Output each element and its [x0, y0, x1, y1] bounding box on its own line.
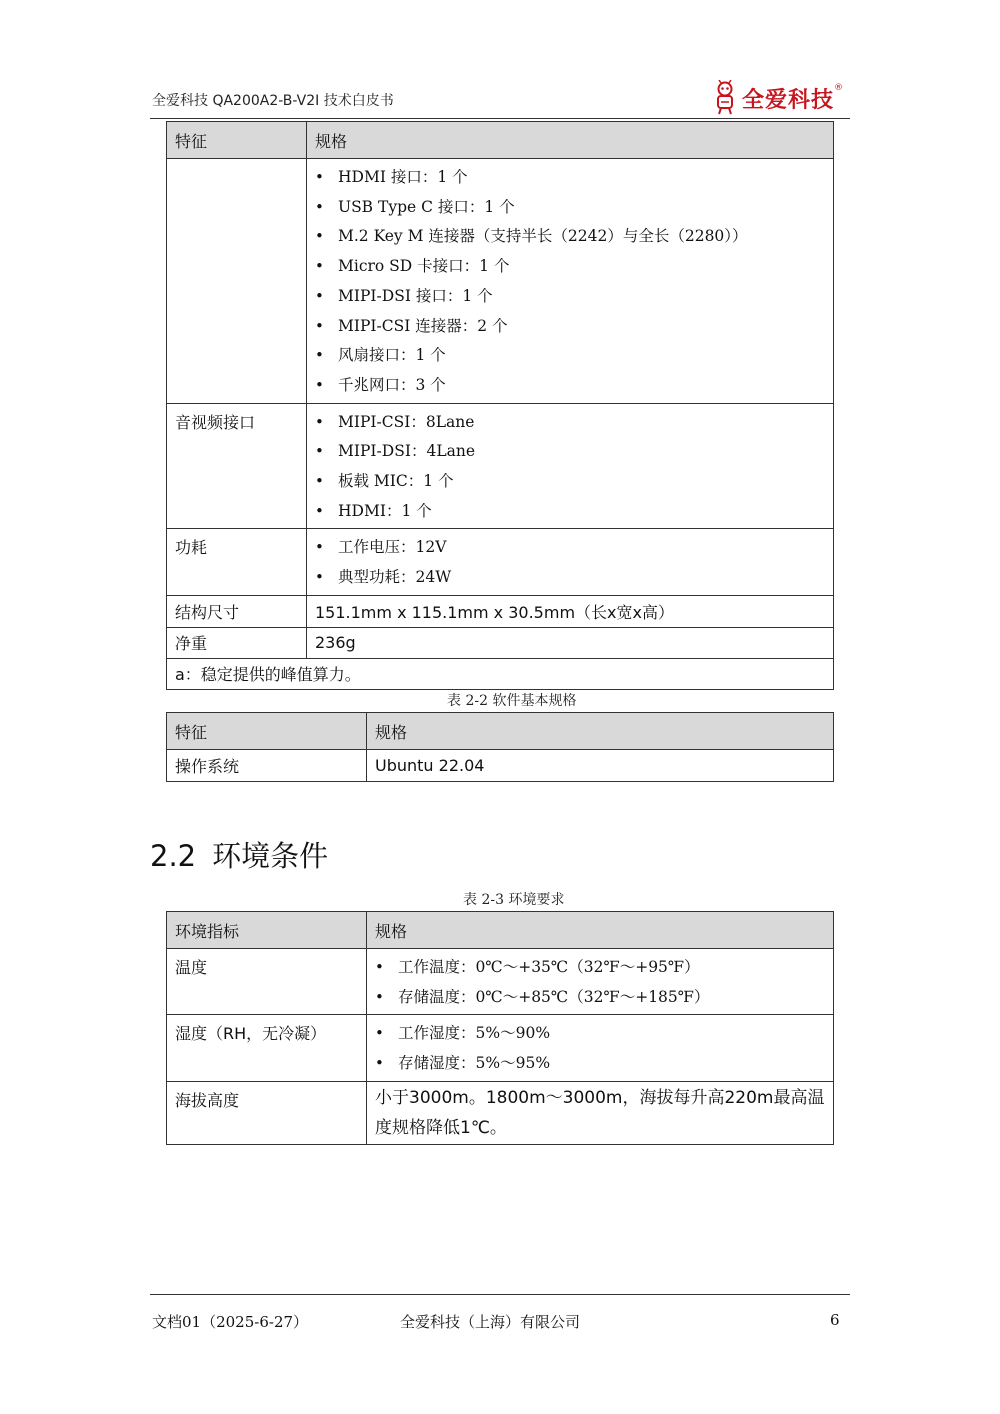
header-rule [150, 118, 850, 119]
table-footnote: a：稳定提供的峰值算力。 [167, 658, 834, 689]
table-row [167, 1081, 834, 1144]
row-label [167, 159, 307, 404]
company-logo [712, 80, 843, 116]
robot-mascot-icon [712, 80, 738, 116]
spec-cell [367, 1015, 834, 1081]
environment-table [166, 911, 834, 1145]
row-label: 功耗 [167, 529, 307, 595]
list-item: • 板载 MIC：1 个 [315, 467, 825, 497]
col-header-feature: 特征 [167, 122, 307, 159]
page-number: 6 [830, 1311, 840, 1329]
spec-list [375, 953, 825, 1012]
table-caption: 表 2-2 软件基本规格 [447, 693, 577, 709]
list-item: • 典型功耗：24W [315, 563, 825, 593]
row-label: 操作系统 [167, 750, 367, 782]
spec-list [375, 1019, 825, 1078]
section-title: 环境条件 [212, 839, 329, 873]
section-number: 2.2 [150, 839, 197, 873]
row-label: 海拔高度 [167, 1081, 367, 1144]
footer-company: 全爱科技（上海）有限公司 [400, 1313, 581, 1331]
list-item: • 存储湿度：5%～95% [375, 1049, 825, 1079]
spec-cell [307, 403, 834, 529]
table-header-row [167, 122, 834, 159]
table-row [167, 750, 834, 782]
software-spec-table [166, 712, 834, 782]
spec-cell [307, 159, 834, 404]
list-item: • HDMI：1 个 [315, 497, 825, 527]
spec-value: 151.1mm x 115.1mm x 30.5mm（长x宽x高） [307, 595, 834, 627]
table-row [167, 403, 834, 529]
row-label: 音视频接口 [167, 403, 307, 529]
table-row [167, 529, 834, 595]
header-title: 全爱科技 QA200A2-B-V2I 技术白皮书 [152, 93, 394, 109]
list-item: • 风扇接口：1 个 [315, 341, 825, 371]
spec-list [315, 533, 825, 592]
spec-value: 236g [307, 627, 834, 658]
table-row [167, 595, 834, 627]
footer-rule [150, 1294, 850, 1295]
list-item: • HDMI 接口：1 个 [315, 163, 825, 193]
list-item: • 工作湿度：5%～90% [375, 1019, 825, 1049]
col-header-feature: 特征 [167, 713, 367, 750]
spec-list [315, 163, 825, 401]
spec-cell [307, 529, 834, 595]
table-row [167, 1015, 834, 1081]
table-row [167, 949, 834, 1015]
col-header-metric: 环境指标 [167, 912, 367, 949]
col-header-spec: 规格 [367, 713, 834, 750]
section-heading [150, 834, 328, 875]
list-item: • M.2 Key M 连接器（支持半长（2242）与全长（2280）） [315, 222, 825, 252]
row-label: 湿度（RH，无冷凝） [167, 1015, 367, 1081]
table-note-row [167, 658, 834, 689]
col-header-spec: 规格 [367, 912, 834, 949]
list-item: • 存储温度：0℃～+85℃（32℉～+185℉） [375, 983, 825, 1013]
row-label: 温度 [167, 949, 367, 1015]
list-item: • MIPI-DSI 接口：1 个 [315, 282, 825, 312]
table-header-row [167, 912, 834, 949]
list-item: • 工作电压：12V [315, 533, 825, 563]
list-item: • USB Type C 接口：1 个 [315, 193, 825, 223]
spec-value: Ubuntu 22.04 [367, 750, 834, 782]
list-item: • 工作温度：0℃～+35℃（32℉～+95℉） [375, 953, 825, 983]
table-caption: 表 2-3 环境要求 [463, 892, 565, 908]
row-label: 净重 [167, 627, 307, 658]
logo-text: 全爱科技 [742, 87, 835, 113]
list-item: • MIPI-DSI：4Lane [315, 437, 825, 467]
list-item: • MIPI-CSI：8Lane [315, 408, 825, 438]
registered-mark: ® [834, 83, 844, 93]
spec-value: 小于3000m。1800m～3000m，海拔每升高220m最高温度规格降低1℃。 [367, 1081, 834, 1144]
table-header-row [167, 713, 834, 750]
list-item: • MIPI-CSI 连接器：2 个 [315, 312, 825, 342]
row-label: 结构尺寸 [167, 595, 307, 627]
hardware-spec-table [166, 121, 834, 690]
footer-doc-version: 文档01（2025-6-27） [152, 1313, 309, 1331]
list-item: • 千兆网口：3 个 [315, 371, 825, 401]
table-row [167, 159, 834, 404]
list-item: • Micro SD 卡接口：1 个 [315, 252, 825, 282]
table-row [167, 627, 834, 658]
spec-list [315, 408, 825, 527]
col-header-spec: 规格 [307, 122, 834, 159]
spec-cell [367, 949, 834, 1015]
